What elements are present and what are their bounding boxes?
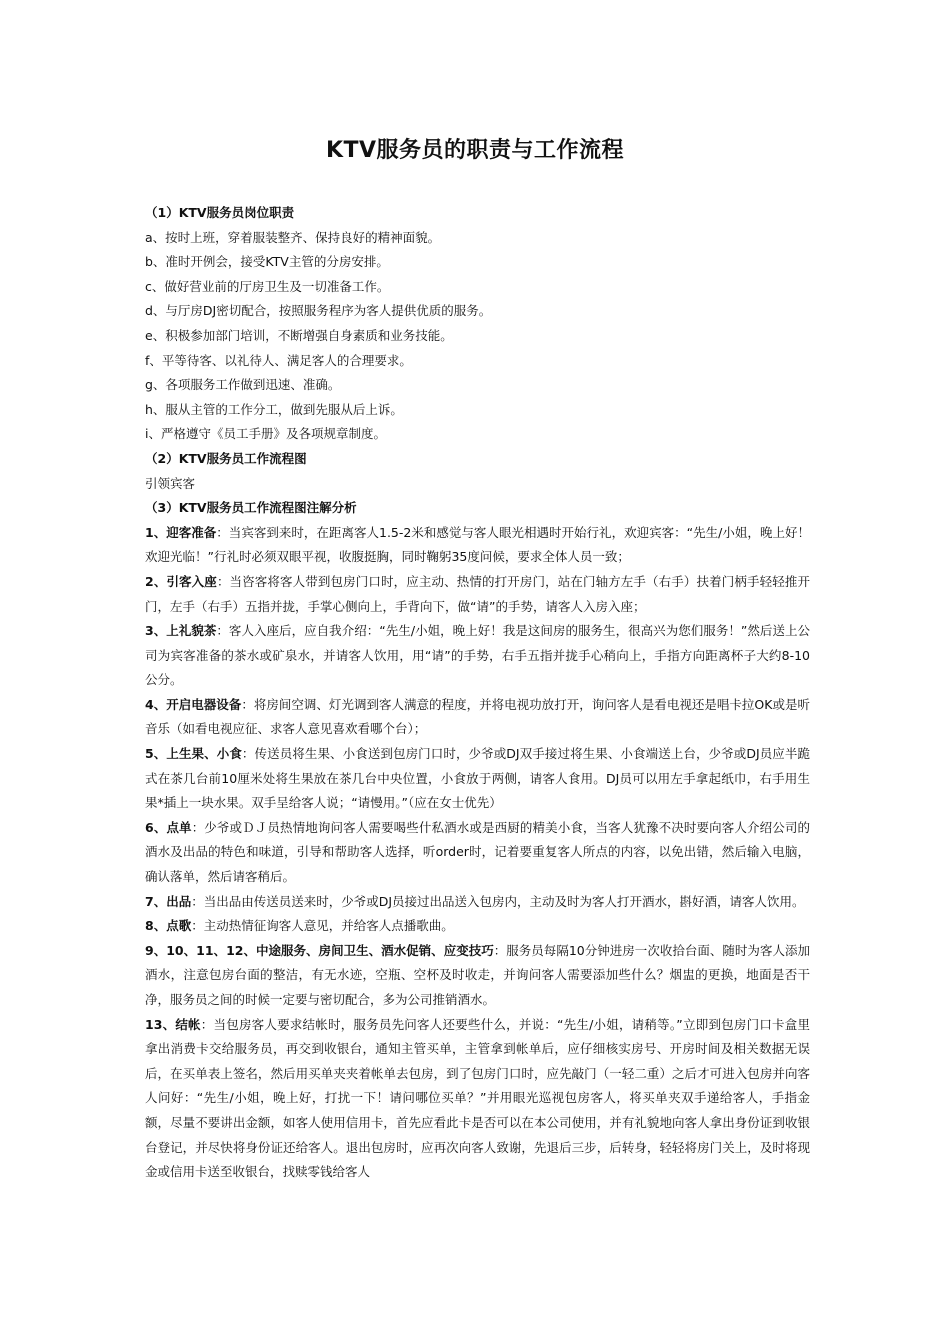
duty-item-g: g、各项服务工作做到迅速、准确。: [145, 377, 341, 393]
step-3: [145, 619, 810, 693]
section-2-heading: （2）KTV服务员工作流程图: [145, 450, 307, 466]
duty-item-d: d、与厅房DJ密切配合，按照服务程序为客人提供优质的服务。: [145, 303, 492, 319]
step-2-text: ：当咨客将客人带到包房门口时，应主动、热情的打开房门，站在门轴方左手（右手）扶着门柄手轻轻推开门，左手（右手）五指并拢，手掌心侧向上，手背向下，做“请”的手势，请客人入房入座；: [145, 573, 810, 614]
step-4-text: ：将房间空调、灯光调到客人满意的程度，并将电视功放打开，询问客人是看电视还是唱卡拉OK或是听音乐（如看电视应征、求客人意见喜欢看哪个台）；: [145, 696, 811, 737]
step-8: [145, 914, 810, 939]
step-9-12-label: 9、10、11、12、中途服务、房间卫生、酒水促销、应变技巧: [145, 942, 494, 958]
step-13-label: 13、结帐: [145, 1016, 201, 1032]
step-8-label: 8、点歌: [145, 918, 192, 934]
step-5-label: 5、上生果、小食: [145, 746, 242, 762]
step-13-text: ：当包房客人要求结帐时，服务员先问客人还要些什么，并说：“先生/小姐，请稍等。”立即到包房门口卡盒里拿出消费卡交给服务员，再交到收银台，通知主管买单，主管拿到帐单后，应仔细核实房号、开房时间及相关数据无误后，在买单表上签名，然后用买单夹夹着帐单去包房，到了包房门口时，应先敲门（一轻二重）之后才可进入包房并向客人问好：“先生/小姐，晚上好，打扰一下！请问哪位买单？”并用眼光巡视包房客人，将买单夹双手递给客人，手指金额，尽量不要讲出金额，如客人使用信用卡，首先应看此卡是否可以在本公司使用，并有礼貌地向客人拿出身份证到收银台登记，并尽快将身份证还给客人。退出包房时，应再次向客人致谢，先退后三步，后转身，轻轻将房门关上，及时将现金或信用卡送至收银台，找赎零钱给客人: [145, 1016, 810, 1180]
duty-item-b: b、准时开例会，接受KTV主管的分房安排。: [145, 254, 389, 270]
step-13: [145, 1013, 810, 1185]
step-6-text: ：少爷或ＤＪ员热情地询问客人需要喝些什私酒水或是西厨的精美小食，当客人犹豫不决时要向客人介绍公司的酒水及出品的特色和味道，引导和帮助客人选择，听order时，记着要重复客人所点的内容，以免出错，然后输入电脑，确认落单，然后请客稍后。: [145, 819, 810, 885]
step-7: [145, 890, 810, 915]
document-body: [145, 201, 810, 1185]
step-8-text: ：主动热情征询客人意见，并给客人点播歌曲。: [191, 918, 454, 934]
page-title: KTV服务员的职责与工作流程: [325, 138, 625, 163]
step-4-label: 4、开启电器设备: [145, 696, 242, 712]
duty-item-a: a、按时上班，穿着服装整齐、保持良好的精神面貌。: [145, 229, 441, 245]
step-5-text: ：传送员将生果、小食送到包房门口时，少爷或DJ双手接过将生果、小食端送上台，少爷或DJ员应半跪式在茶几台前10厘米处将生果放在茶几台中央位置，小食放于两侧，请客人食用。DJ员可以用左手拿起纸巾，右手用生果*插上一块水果。双手呈给客人说；“请慢用。”（应在女士优先）: [145, 746, 810, 811]
step-3-text: ：客人入座后，应自我介绍：“先生/小姐，晚上好！我是这间房的服务生，很高兴为您们服务！”然后送上公司为宾客准备的茶水或矿泉水，并请客人饮用，用“请”的手势，右手五指并拢手心稍向上，手指方向距离杯子大约8-10公分。: [145, 623, 811, 688]
step-5: [145, 742, 810, 816]
step-9-12-text: ：服务员每隔10分钟进房一次收拾台面、随时为客人添加酒水，注意包房台面的整洁，有无水迹，空瓶、空杯及时收走，并询问客人需要添加些什么？烟盅的更换，地面是否干净，服务员之间的时候一定要与密切配合，多为公司推销酒水。: [145, 942, 810, 1007]
step-1: [145, 521, 810, 570]
duty-item-h: h、服从主管的工作分工，做到先服从后上诉。: [145, 401, 403, 417]
duty-item-e: e、积极参加部门培训，不断增强自身素质和业务技能。: [145, 327, 453, 343]
step-2: [145, 570, 810, 619]
step-7-label: 7、出品: [145, 893, 192, 909]
section-3-heading: （3）KTV服务员工作流程图注解分析: [145, 500, 357, 516]
step-1-label: 1、迎客准备: [145, 524, 217, 540]
step-6: [145, 816, 810, 890]
step-2-label: 2、引客入座: [145, 573, 217, 589]
step-6-label: 6、点单: [145, 819, 192, 835]
step-1-text: ：当宾客到来时，在距离客人1.5-2米和感觉与客人眼光相遇时开始行礼，欢迎宾客：“先生/小姐，晚上好！欢迎光临！”行礼时必须双眼平视，收腹挺胸，同时鞠躬35度问候，要求全体人员一致；: [145, 524, 810, 565]
step-4: [145, 693, 810, 742]
section-1-heading: （1）KTV服务员岗位职责: [145, 205, 295, 220]
step-3-label: 3、上礼貌茶: [145, 623, 217, 639]
duty-item-f: f、平等待客、以礼待人、满足客人的合理要求。: [145, 352, 412, 368]
step-7-text: ：当出品由传送员送来时，少爷或DJ员接过出品送入包房内，主动及时为客人打开酒水，斟好酒，请客人饮用。: [191, 893, 805, 909]
duty-item-i: i、严格遵守《员工手册》及各项规章制度。: [145, 426, 386, 442]
duty-item-c: c、做好营业前的厅房卫生及一切准备工作。: [145, 278, 390, 294]
flowchart-text: 引领宾客: [145, 475, 196, 491]
step-9-12: [145, 939, 810, 1013]
